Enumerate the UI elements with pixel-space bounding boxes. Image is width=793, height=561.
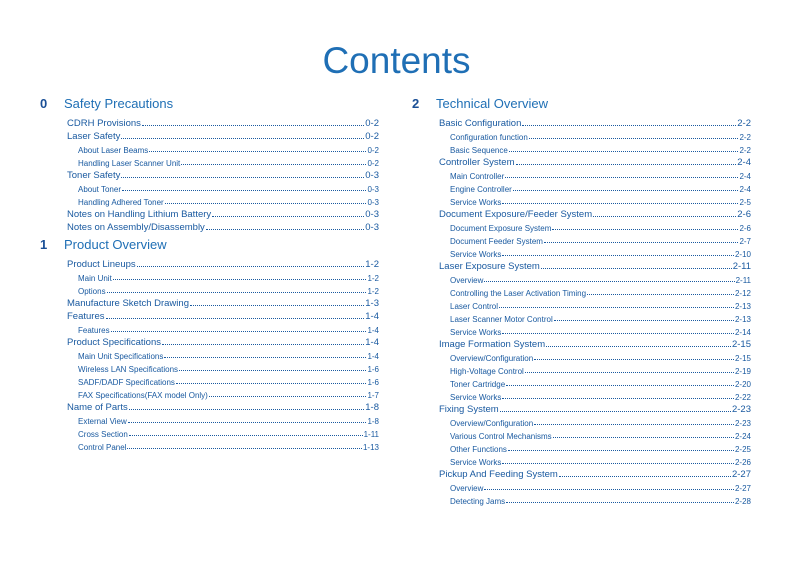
toc-entry[interactable] [412, 259, 751, 272]
toc-entry-page: 2-2 [737, 118, 751, 129]
dot-leader [190, 305, 364, 306]
toc-entry-label: Cross Section [78, 430, 128, 439]
dot-leader [506, 502, 734, 503]
toc-entry-page: 0-3 [365, 170, 379, 181]
dot-leader [546, 346, 731, 347]
dot-leader [129, 435, 363, 436]
dot-leader [506, 385, 734, 386]
toc-entry-label: Engine Controller [450, 185, 512, 194]
toc-entry-page: 1-4 [367, 352, 379, 361]
toc-entry-label: Wireless LAN Specifications [78, 365, 179, 374]
toc-entry[interactable] [40, 335, 379, 348]
toc-entry[interactable] [412, 480, 751, 493]
toc-entry-label: High-Voltage Control [450, 367, 524, 376]
toc-entry-page: 1-2 [367, 287, 379, 296]
toc-entry-label: Overview [450, 484, 484, 493]
toc-entry-page: 0-2 [367, 146, 379, 155]
toc-entry[interactable] [412, 168, 751, 181]
toc-entry-page: 2-14 [734, 328, 751, 337]
toc-entry[interactable] [40, 142, 379, 155]
toc-entry[interactable] [40, 296, 379, 309]
toc-entry[interactable] [40, 413, 379, 426]
dot-leader [484, 489, 734, 490]
toc-entry-page: 2-11 [735, 276, 751, 285]
toc-entry[interactable] [412, 246, 751, 259]
toc-entry-label: Control Panel [78, 443, 127, 452]
toc-entry[interactable] [412, 155, 751, 168]
toc-entry[interactable] [40, 322, 379, 335]
toc-entry[interactable] [412, 402, 751, 415]
toc-entry-label: Document Exposure/Feeder System [439, 209, 593, 220]
section-number: 1 [40, 237, 48, 252]
toc-entry-page: 2-2 [739, 146, 751, 155]
toc-entry-page: 2-22 [734, 393, 751, 402]
toc-entry-page: 1-4 [365, 311, 379, 322]
toc-entry[interactable] [412, 181, 751, 194]
toc-entry-label: About Laser Beams [78, 146, 149, 155]
dot-leader [121, 138, 364, 139]
toc-entry[interactable] [40, 270, 379, 283]
dot-leader [525, 372, 734, 373]
toc-entry[interactable] [412, 311, 751, 324]
toc-entry-label: Controlling the Laser Activation Timing [450, 289, 587, 298]
toc-entry-page: 2-27 [731, 469, 751, 480]
toc-entry[interactable] [40, 283, 379, 296]
dot-leader [502, 463, 734, 464]
toc-entry-page: 1-11 [363, 430, 379, 439]
dot-leader [502, 333, 734, 334]
toc-entry-page: 1-4 [365, 337, 379, 348]
toc-entry-label: Document Feeder System [450, 237, 543, 246]
toc-entry[interactable] [40, 194, 379, 207]
toc-entry[interactable] [412, 428, 751, 441]
toc-entry-label: Notes on Handling Lithium Battery [67, 209, 212, 220]
dot-leader [553, 437, 734, 438]
dot-leader [164, 357, 366, 358]
toc-entry[interactable] [40, 181, 379, 194]
dot-leader [137, 266, 365, 267]
toc-entry[interactable] [412, 376, 751, 389]
toc-entry-label: Service Works [450, 393, 502, 402]
toc-entry-page: 2-7 [739, 237, 751, 246]
toc-entry-label: Handling Adhered Toner [78, 198, 164, 207]
toc-entry-page: 2-19 [734, 367, 751, 376]
toc-entry-label: CDRH Provisions [67, 118, 141, 129]
toc-column-left [40, 96, 379, 452]
toc-entry[interactable] [40, 168, 379, 181]
dot-leader [509, 151, 739, 152]
toc-entry-page: 0-2 [367, 159, 379, 168]
toc-entry-label: Features [67, 311, 105, 322]
toc-entry-label: Main Unit [78, 274, 112, 283]
toc-entry[interactable] [40, 155, 379, 168]
section-title[interactable]: Product Overview [64, 237, 167, 252]
toc-entry[interactable] [412, 350, 751, 363]
dot-leader [107, 292, 367, 293]
toc-entry-label: Features [78, 326, 110, 335]
toc-entry-label: Toner Safety [67, 170, 121, 181]
toc-entry-label: Main Controller [450, 172, 505, 181]
toc-entry[interactable] [412, 233, 751, 246]
toc-entry-page: 2-12 [734, 289, 751, 298]
toc-entry-page: 2-24 [734, 432, 751, 441]
dot-leader [534, 359, 734, 360]
dot-leader [559, 476, 731, 477]
toc-entry[interactable] [40, 257, 379, 270]
toc-entry[interactable] [40, 207, 379, 220]
toc-entry[interactable] [412, 142, 751, 155]
toc-entry-label: Overview/Configuration [450, 354, 534, 363]
dot-leader [165, 203, 367, 204]
toc-entry[interactable] [40, 426, 379, 439]
section-heading [412, 96, 751, 116]
toc-entry-label: About Toner [78, 185, 121, 194]
dot-leader [142, 125, 364, 126]
dot-leader [206, 229, 364, 230]
toc-entry-page: 2-6 [737, 209, 751, 220]
toc-entry-label: Other Functions [450, 445, 507, 454]
dot-leader [505, 177, 738, 178]
toc-entry-label: Service Works [450, 250, 502, 259]
toc-entry[interactable] [40, 400, 379, 413]
toc-entry-label: Various Control Mechanisms [450, 432, 552, 441]
dot-leader [508, 450, 734, 451]
toc-entry[interactable] [412, 441, 751, 454]
toc-entry-label: Pickup And Feeding System [439, 469, 558, 480]
toc-entry-page: 2-20 [734, 380, 751, 389]
toc-entry[interactable] [412, 454, 751, 467]
dot-leader [522, 125, 736, 126]
toc-entry[interactable] [412, 272, 751, 285]
dot-leader [113, 279, 367, 280]
toc-entry-page: 2-4 [739, 172, 751, 181]
toc-entry[interactable] [40, 348, 379, 361]
toc-entry[interactable] [412, 285, 751, 298]
toc-entry[interactable] [412, 220, 751, 233]
dot-leader [129, 409, 365, 410]
toc-entry-label: Manufacture Sketch Drawing [67, 298, 189, 309]
toc-entry-label: Service Works [450, 198, 502, 207]
toc-entry-label: Toner Cartridge [450, 380, 506, 389]
toc-entry-page: 1-8 [367, 417, 379, 426]
toc-entry-page: 2-23 [731, 404, 751, 415]
toc-entry-page: 2-11 [732, 261, 751, 272]
dot-leader [541, 268, 732, 269]
toc-entry-label: Overview/Configuration [450, 419, 534, 428]
toc-entry-page: 2-4 [739, 185, 751, 194]
dot-leader [162, 344, 364, 345]
dot-leader [111, 331, 367, 332]
dot-leader [484, 281, 734, 282]
toc-entry-label: Basic Sequence [450, 146, 508, 155]
toc-entry-page: 2-15 [734, 354, 751, 363]
section-number: 2 [412, 96, 420, 111]
toc-entry-label: Document Exposure System [450, 224, 552, 233]
toc-entry-label: Image Formation System [439, 339, 546, 350]
dot-leader [212, 216, 364, 217]
toc-entry-page: 1-3 [365, 298, 379, 309]
toc-entry-page: 0-3 [367, 185, 379, 194]
toc-entry-page: 2-25 [734, 445, 751, 454]
toc-entry-page: 1-8 [365, 402, 379, 413]
toc-entry-page: 1-2 [367, 274, 379, 283]
toc-entry-label: Main Unit Specifications [78, 352, 164, 361]
section-title[interactable]: Safety Precautions [64, 96, 174, 111]
toc-entry-label: Laser Control [450, 302, 499, 311]
toc-entry-page: 0-2 [365, 118, 379, 129]
section-heading [40, 96, 379, 116]
toc-entry-page: 2-23 [734, 419, 751, 428]
toc-entry[interactable] [412, 194, 751, 207]
dot-leader [209, 396, 367, 397]
section-number: 0 [40, 96, 48, 111]
toc-entry[interactable] [412, 298, 751, 311]
dot-leader [128, 422, 367, 423]
dot-leader [149, 151, 366, 152]
toc-entry-page: 2-13 [734, 315, 751, 324]
toc-entry[interactable] [412, 363, 751, 376]
toc-entry-page: 1-7 [367, 391, 379, 400]
dot-leader [552, 229, 738, 230]
toc-entry-page: 1-4 [367, 326, 379, 335]
toc-entry-label: Fixing System [439, 404, 499, 415]
dot-leader [179, 370, 366, 371]
toc-entry-label: Laser Scanner Motor Control [450, 315, 553, 324]
toc-entry[interactable] [412, 337, 751, 350]
toc-entry[interactable] [40, 309, 379, 322]
dot-leader [121, 177, 364, 178]
dot-leader [181, 164, 366, 165]
toc-entry-label: Product Lineups [67, 259, 136, 270]
toc-entry-label: FAX Specifications(FAX model Only) [78, 391, 208, 400]
dot-leader [529, 138, 739, 139]
toc-entry-label: Service Works [450, 458, 502, 467]
toc-entry-page: 2-26 [734, 458, 751, 467]
dot-leader [502, 255, 734, 256]
toc-entry-label: Basic Configuration [439, 118, 522, 129]
toc-entry-label: External View [78, 417, 127, 426]
toc-entry[interactable] [40, 439, 379, 452]
section-title[interactable]: Technical Overview [436, 96, 548, 111]
toc-entry-page: 2-6 [739, 224, 751, 233]
dot-leader [516, 164, 737, 165]
toc-entry-label: Overview [450, 276, 484, 285]
toc-entry[interactable] [40, 387, 379, 400]
dot-leader [176, 383, 367, 384]
toc-entry[interactable] [412, 129, 751, 142]
toc-entry-label: Name of Parts [67, 402, 128, 413]
toc-entry[interactable] [412, 116, 751, 129]
toc-entry-label: Controller System [439, 157, 515, 168]
toc-entry[interactable] [40, 220, 379, 233]
toc-entry-page: 0-3 [367, 198, 379, 207]
toc-entry-page: 2-4 [737, 157, 751, 168]
toc-entry-page: 1-6 [367, 378, 379, 387]
toc-entry-page: 2-28 [734, 497, 751, 506]
toc-entry-label: Notes on Assembly/Disassembly [67, 222, 205, 233]
toc-entry[interactable] [412, 415, 751, 428]
toc-column-right [412, 96, 751, 506]
dot-leader [593, 216, 736, 217]
toc-entry-label: Laser Safety [67, 131, 121, 142]
toc-entry-label: Options [78, 287, 106, 296]
dot-leader [554, 320, 734, 321]
toc-entry-page: 1-6 [367, 365, 379, 374]
toc-entry-page: 1-2 [365, 259, 379, 270]
dot-leader [499, 307, 734, 308]
toc-entry-label: Handling Laser Scanner Unit [78, 159, 181, 168]
dot-leader [587, 294, 734, 295]
toc-entry-page: 2-2 [739, 133, 751, 142]
page-title: Contents [322, 40, 471, 81]
toc-entry[interactable] [412, 389, 751, 402]
toc-entry[interactable] [40, 116, 379, 129]
dot-leader [127, 448, 362, 449]
toc-entry-label: Configuration function [450, 133, 528, 142]
toc-entry-label: Laser Exposure System [439, 261, 540, 272]
dot-leader [502, 398, 734, 399]
toc-entry[interactable] [40, 129, 379, 142]
toc-entry-page: 2-10 [734, 250, 751, 259]
toc-entry[interactable] [40, 374, 379, 387]
toc-entry-page: 1-13 [362, 443, 379, 452]
toc-entry-page: 2-5 [739, 198, 751, 207]
section-heading [40, 237, 379, 257]
toc-entry-label: Detecting Jams [450, 497, 506, 506]
toc-entry[interactable] [412, 467, 751, 480]
toc-entry[interactable] [412, 324, 751, 337]
toc-entry[interactable] [412, 493, 751, 506]
dot-leader [534, 424, 734, 425]
toc-entry-page: 2-15 [731, 339, 751, 350]
dot-leader [513, 190, 739, 191]
toc-entry-page: 0-2 [365, 131, 379, 142]
toc-entry-page: 2-27 [734, 484, 751, 493]
toc-entry[interactable] [40, 361, 379, 374]
toc-entry-label: Service Works [450, 328, 502, 337]
toc-entry-page: 2-13 [734, 302, 751, 311]
toc-entry-label: SADF/DADF Specifications [78, 378, 175, 387]
toc-entry-label: Product Specifications [67, 337, 161, 348]
dot-leader [500, 411, 731, 412]
dot-leader [502, 203, 738, 204]
toc-entry-page: 0-3 [365, 222, 379, 233]
toc-entry-page: 0-3 [365, 209, 379, 220]
dot-leader [544, 242, 739, 243]
toc-entry[interactable] [412, 207, 751, 220]
dot-leader [106, 318, 365, 319]
dot-leader [122, 190, 366, 191]
